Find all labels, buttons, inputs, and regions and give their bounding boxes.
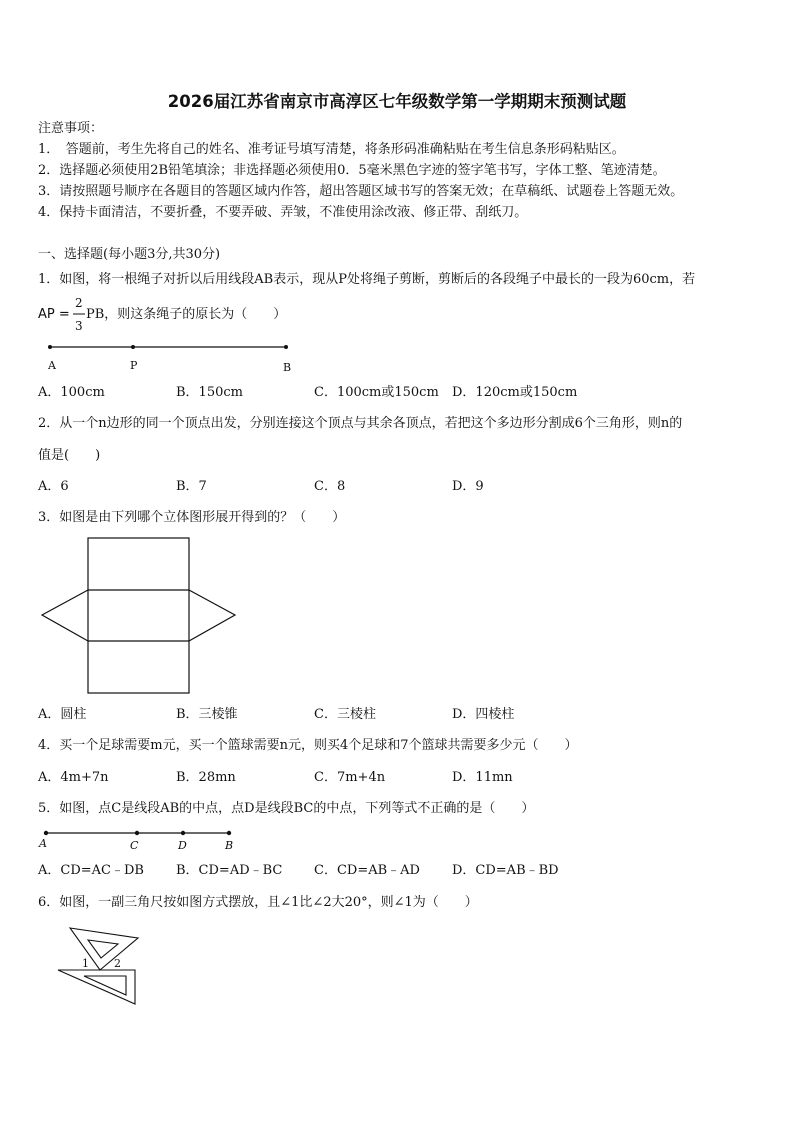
notice-item: 4．保持卡面清洁，不要折叠，不要弄破、弄皱，不准使用涂改液、修正带、刮纸刀。 (38, 205, 528, 220)
q1-option-d[interactable]: D．120cm或150cm (452, 385, 578, 400)
notice-heading: 注意事项： (38, 121, 104, 136)
question-4-text: 4．买一个足球需要m元，买一个篮球需要n元，则买4个足球和7个篮球共需要多少元（ ） (38, 738, 578, 753)
q3-option-a[interactable]: A．圆柱 (38, 707, 87, 722)
point-a-q5 (44, 831, 48, 835)
point-a (48, 345, 52, 349)
q4-option-c[interactable]: C．7m+4n (314, 770, 386, 785)
q3-option-c[interactable]: C．三棱柱 (314, 707, 376, 722)
q5-label-c: C (130, 839, 139, 852)
question-3-text: 3．如图是由下列哪个立体图形展开得到的？（ ） (38, 510, 346, 525)
q5-option-d[interactable]: D．CD=AB﹣BD (452, 863, 559, 878)
q1-label-a: A (48, 359, 56, 372)
net-left-triangle (42, 590, 88, 641)
q3-option-b[interactable]: B．三棱锥 (176, 707, 238, 722)
net-right-triangle (189, 590, 235, 641)
q5-label-b: B (225, 839, 234, 852)
lower-triangle-ruler-inner (84, 976, 126, 995)
q2-option-a[interactable]: A．6 (38, 479, 69, 494)
q5-option-c[interactable]: C．CD=AB﹣AD (314, 863, 420, 878)
q5-option-a[interactable]: A．CD=AC﹣DB (38, 863, 144, 878)
point-p (131, 345, 135, 349)
question-6-text: 6．如图，一副三角尺按如图方式摆放，且∠1比∠2大20°，则∠1为（ ） (38, 895, 478, 910)
upper-triangle-ruler-outer (70, 928, 138, 970)
q4-option-a[interactable]: A．4m+7n (38, 770, 109, 785)
question-2-text-cont: 值是( ) (38, 448, 101, 463)
q3-net-figure (42, 538, 235, 693)
q5-label-a: A (39, 837, 47, 850)
notice-item: 3．请按照题号顺序在各题目的答题区域内作答，超出答题区域书写的答案无效；在草稿纸、试题卷上答题无效。 (38, 184, 684, 199)
question-5-text: 5．如图，点C是线段AB的中点，点D是线段BC的中点，下列等式不正确的是（ ） (38, 801, 535, 816)
notice-item: 1． 答题前，考生先将自己的姓名、准考证号填写清楚，将条形码准确粘贴在考生信息条形码粘贴区。 (38, 142, 625, 157)
q1-segment-figure (48, 345, 288, 349)
q2-option-d[interactable]: D．9 (452, 479, 484, 494)
point-b (284, 345, 288, 349)
q2-option-c[interactable]: C．8 (314, 479, 346, 494)
lower-triangle-ruler-outer (58, 970, 135, 1004)
point-c-q5 (135, 831, 139, 835)
q2-option-b[interactable]: B．7 (176, 479, 207, 494)
q1-option-b[interactable]: B．150cm (176, 385, 243, 400)
q5-label-d: D (178, 839, 187, 852)
net-rectangles (88, 538, 189, 693)
question-1-formula-left: AP = (38, 307, 70, 322)
question-1-text: 1．如图，将一根绳子对折以后用线段AB表示，现从P处将绳子剪断，剪断后的各段绳子中最长的一段为60cm，若 (38, 272, 696, 287)
q1-option-c[interactable]: C．100cm或150cm (314, 385, 439, 400)
q6-triangle-rulers-figure (58, 928, 138, 1004)
question-2-text: 2．从一个n边形的同一个顶点出发，分别连接这个顶点与其余各顶点，若把这个多边形分割成6个三角形，则n的 (38, 416, 683, 431)
question-1-fraction-denominator: 3 (75, 319, 83, 333)
q5-option-b[interactable]: B．CD=AD﹣BC (176, 863, 283, 878)
q6-angle-1-label: 1 (82, 957, 89, 970)
section-heading: 一、选择题(每小题3分,共30分) (38, 247, 221, 262)
question-1-formula-right: PB，则这条绳子的原长为（ ） (86, 307, 287, 322)
q1-label-p: P (130, 359, 138, 372)
q1-option-a[interactable]: A．100cm (38, 385, 105, 400)
q5-segment-figure (44, 831, 231, 835)
notice-item: 2．选择题必须使用2B铅笔填涂；非选择题必须使用0．5毫米黑色字迹的签字笔书写，字体工整、笔迹清楚。 (38, 163, 666, 178)
q6-angle-2-label: 2 (114, 957, 121, 970)
page-title: 2026届江苏省南京市高淳区七年级数学第一学期期末预测试题 (167, 92, 627, 111)
q1-label-b: B (283, 361, 292, 374)
q4-option-d[interactable]: D．11mn (452, 770, 513, 785)
upper-triangle-ruler-inner (88, 940, 118, 958)
q3-option-d[interactable]: D．四棱柱 (452, 707, 515, 722)
question-1-fraction-numerator: 2 (75, 296, 83, 310)
point-b-q5 (227, 831, 231, 835)
q4-option-b[interactable]: B．28mn (176, 770, 236, 785)
point-d-q5 (181, 831, 185, 835)
